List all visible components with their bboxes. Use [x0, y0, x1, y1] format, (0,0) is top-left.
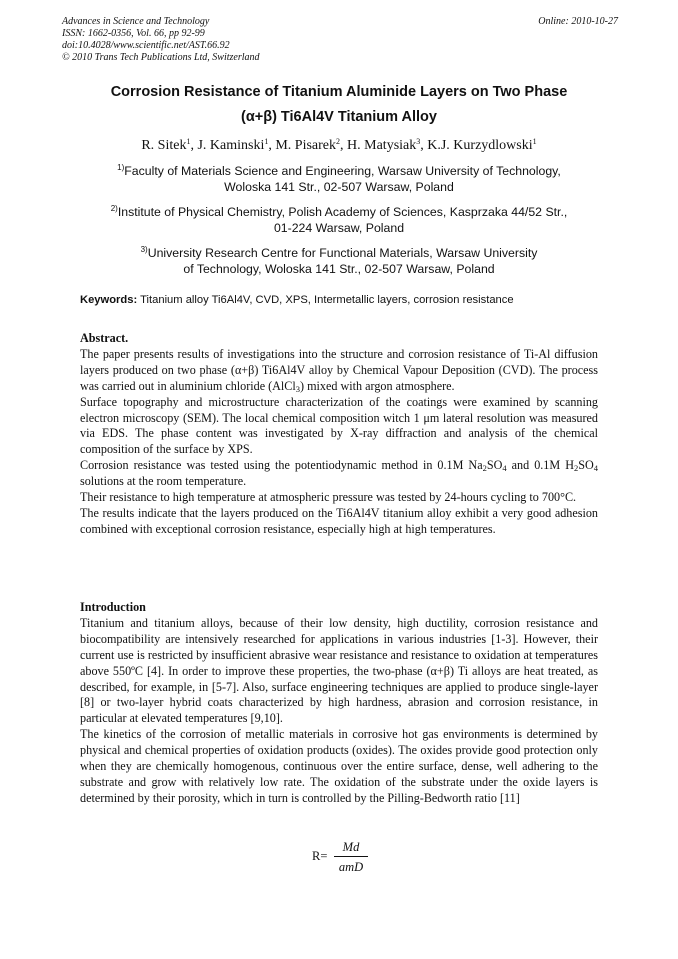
- abstract-paragraph: Surface topography and microstructure characterization of the coatings were examined by scanning electron microscopy (SEM). The local chemical composition witch 1 μm lateral resolution was measured via EDS. The phase content was investigated by X-ray diffraction and analysis of the chemical composition of the surface by XPS.: [80, 394, 598, 457]
- affiliation-1: [80, 163, 598, 195]
- text-run: solutions at the room temperature.: [80, 474, 247, 489]
- affiliation-marker: 1): [117, 163, 125, 172]
- equation-fraction: [334, 840, 368, 875]
- doi-line: doi:10.4028/www.scientific.net/AST.66.92: [62, 40, 230, 51]
- affiliation-2: [80, 204, 598, 236]
- author-name: R. Sitek: [141, 138, 187, 153]
- author-affil-sup: 1: [264, 137, 269, 146]
- paper-title: [70, 80, 608, 130]
- subscript: 2: [482, 463, 487, 474]
- subscript: 4: [593, 463, 598, 474]
- text-run: SO: [578, 458, 594, 473]
- author-name: J. Kaminski: [197, 138, 265, 153]
- journal-header: [62, 16, 618, 64]
- affiliation-marker: 2): [110, 204, 118, 213]
- title-line-1: Corrosion Resistance of Titanium Aluminide Layers on Two Phase: [110, 84, 568, 100]
- affiliation-line: of Technology, Woloska 141 Str., 02-507 Warsaw, Poland: [183, 262, 495, 276]
- abstract-paragraph: [80, 347, 598, 395]
- affiliation-line: Institute of Physical Chemistry, Polish Academy of Sciences, Kasprzaka 44/52 Str.,: [117, 205, 568, 219]
- equation-lhs: R=: [312, 849, 328, 863]
- keywords-text: Titanium alloy Ti6Al4V, CVD, XPS, Intermetallic layers, corrosion resistance: [140, 294, 514, 306]
- author-name: K.J. Kurzydlowski: [427, 138, 533, 153]
- introduction-heading: Introduction: [80, 600, 146, 614]
- author-affil-sup: 1: [186, 137, 191, 146]
- author-name: M. Pisarek: [275, 138, 337, 153]
- journal-name: Advances in Science and Technology: [62, 16, 210, 27]
- title-line-2: (α+β) Ti6Al4V Titanium Alloy: [241, 109, 437, 125]
- author-list: R. Sitek$^1$, J. Kaminski$^1$, M. Pisarek$^2$, H. Matysiak$^3$, K.J. Kurzydlowski$^1$: [141, 137, 537, 153]
- equation-denominator: amD: [338, 860, 364, 874]
- affiliation-line: Faculty of Materials Science and Engineering, Warsaw University of Technology,: [124, 164, 561, 178]
- abstract-paragraph: [80, 458, 598, 490]
- affiliation-line: 01-224 Warsaw, Poland: [273, 221, 405, 235]
- copyright-line: © 2010 Trans Tech Publications Ltd, Switzerland: [62, 52, 260, 63]
- author-affil-sup: 3: [416, 137, 421, 146]
- issn-line: ISSN: 1662-0356, Vol. 66, pp 92-99: [62, 28, 205, 39]
- online-date: Online: 2010-10-27: [538, 16, 618, 27]
- author-name: H. Matysiak: [347, 138, 417, 153]
- affiliation-line: University Research Centre for Functional Materials, Warsaw University: [147, 246, 538, 260]
- text-run: ) mixed with argon atmosphere.: [300, 378, 455, 393]
- subscript: 3: [295, 383, 301, 394]
- abstract-paragraph: The results indicate that the layers produced on the Ti6Al4V titanium alloy exhibit a very good adhesion combined with exceptional corrosion resistance, especially high at high temperatures.: [80, 505, 598, 536]
- abstract-heading: Abstract.: [80, 331, 129, 345]
- equation-numerator: Md: [342, 840, 360, 854]
- text-run: and 0.1M H: [506, 458, 574, 473]
- author-affil-sup: 1: [532, 137, 537, 146]
- abstract-paragraph: Their resistance to high temperature at atmospheric pressure was tested by 24-hours cycling to 700°C.: [80, 490, 577, 505]
- subscript: 4: [502, 463, 507, 474]
- introduction-section: [80, 600, 598, 807]
- text-run: Corrosion resistance was tested using the potentiodynamic method in 0.1M Na: [80, 458, 483, 473]
- keywords: [80, 293, 600, 307]
- abstract-section: [80, 331, 598, 538]
- affiliation-marker: 3): [140, 245, 148, 254]
- author-affil-sup: 2: [336, 137, 341, 146]
- introduction-paragraph: Titanium and titanium alloys, because of their low density, high ductility, corrosion resistance and biocompatibility are intensively researched for applications in various industries [1-3]. However, their current use is restricted by insufficient abrasive wear resistance and resistance to oxidation at temperatures above 550ºC [4]. In order to improve these properties, the two-phase (α+β) Ti alloys are heat treated, as described, for example, in [5-7]. Also, surface engineering techniques are applied to produce single-layer [8] or two-layer hybrid coats characterized by high hardness, abrasion and corrosion resistance, in particular at elevated temperatures [9,10].: [80, 615, 598, 726]
- text-run: SO: [486, 458, 503, 473]
- keywords-label: Keywords:: [80, 294, 138, 306]
- affiliation-line: Woloska 141 Str., 02-507 Warsaw, Poland: [224, 180, 454, 194]
- text-run: The paper presents results of investigations into the structure and corrosion resistance of Ti-Al diffusion layers produced on two phase (α+β) Ti6Al4V alloy by Chemical Vapour Deposition (CVD). The process was carried out in aluminium chloride (AlCl: [80, 346, 598, 393]
- affiliation-3: [80, 245, 598, 277]
- introduction-paragraph: The kinetics of the corrosion of metallic materials in corrosive hot gas environments is determined by physical and chemical properties of oxidation products (oxides). The oxides provide good protection only when they are chemically homogenous, continuous over the entire surface, dense, well adhering to the substrate and grow with relatively low rate. The oxidation of the substrate under the oxide layers is determined by their porosity, which in turn is controlled by the Pilling-Bedworth ratio [11]: [80, 727, 598, 805]
- subscript: 2: [573, 463, 579, 474]
